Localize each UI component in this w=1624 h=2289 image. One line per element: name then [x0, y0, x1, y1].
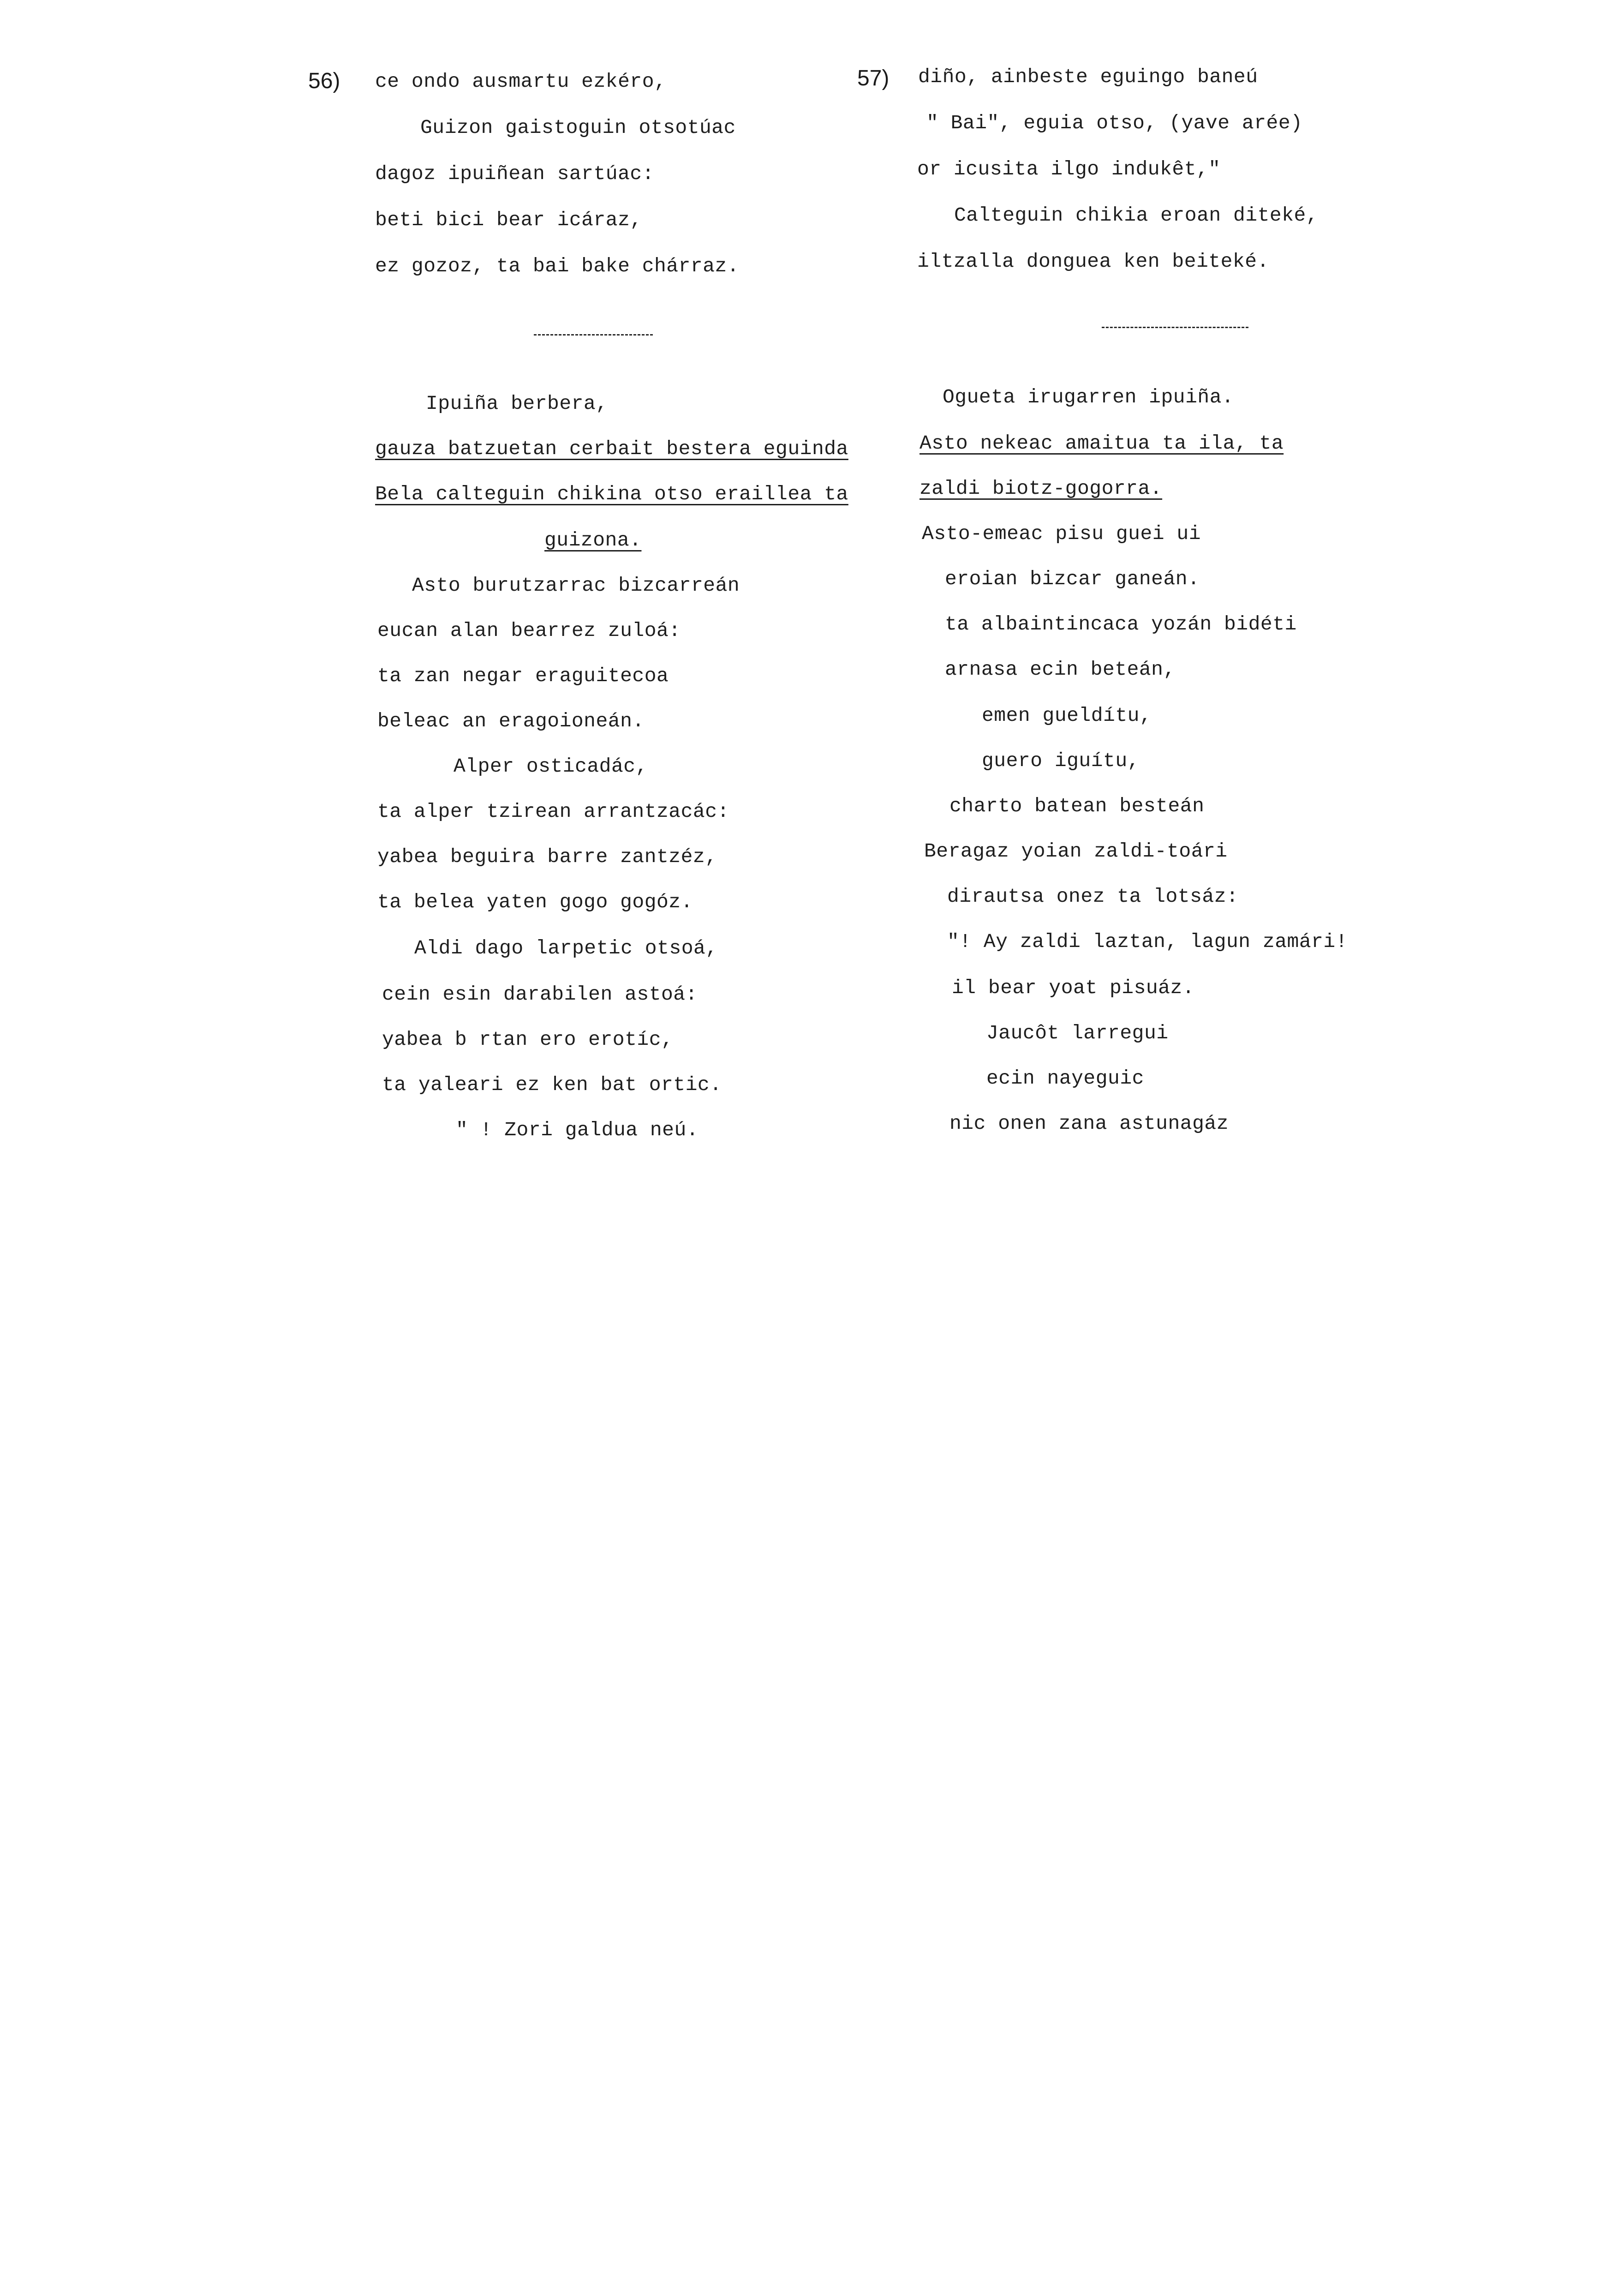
section-subtitle: Bela calteguin chikina otso eraillea ta — [375, 483, 848, 505]
verse-line: yabea b rtan ero erotíc, — [382, 1028, 674, 1051]
page-number-right: 57) — [857, 66, 890, 90]
verse-line: beti bici bear icáraz, — [375, 209, 642, 231]
verse-line: or icusita ilgo indukêt," — [917, 158, 1221, 180]
verse-line: ta zan negar eraguitecoa — [377, 665, 669, 687]
section-divider-left — [534, 334, 653, 336]
section-heading: Ogueta irugarren ipuiña. — [943, 386, 1234, 408]
page-number-left: 56) — [308, 69, 340, 93]
verse-line: nic onen zana astunagáz — [949, 1112, 1229, 1135]
verse-line: ez gozoz, ta bai bake chárraz. — [375, 255, 740, 277]
verse-line: ta belea yaten gogo gogóz. — [377, 891, 693, 913]
verse-line: ta albaintincaca yozán bidéti — [945, 613, 1297, 635]
verse-line: Asto-emeac pisu guei ui — [922, 522, 1201, 545]
verse-line: ecin nayeguic — [986, 1067, 1144, 1090]
verse-line: " Bai", eguia otso, (yave arée) — [926, 112, 1303, 134]
verse-line: Guizon gaistoguin otsotúac — [420, 116, 736, 139]
verse-line: yabea beguira barre zantzéz, — [377, 845, 717, 868]
verse-line: dirautsa onez ta lotsáz: — [947, 885, 1239, 908]
verse-line: Alper osticadác, — [454, 755, 648, 778]
verse-line: Asto burutzarrac bizcarreán — [412, 574, 740, 597]
verse-line: dagoz ipuiñean sartúac: — [375, 162, 654, 185]
section-subtitle: Asto nekeac amaitua ta ila, ta — [919, 432, 1284, 455]
verse-line: guero iguítu, — [982, 749, 1140, 772]
verse-line: emen gueldítu, — [982, 704, 1152, 727]
verse-line: "! Ay zaldi laztan, lagun zamári! — [947, 930, 1348, 953]
verse-line: il bear yoat pisuáz. — [952, 977, 1195, 999]
verse-line: cein esin darabilen astoá: — [382, 983, 698, 1006]
section-subtitle: gauza batzuetan cerbait bestera eguinda — [375, 437, 848, 460]
section-subtitle: guizona. — [544, 529, 642, 551]
verse-line: beleac an eragoioneán. — [377, 710, 645, 732]
verse-line: arnasa ecin beteán, — [945, 658, 1176, 681]
verse-line: ce ondo ausmartu ezkéro, — [375, 70, 667, 93]
verse-line: charto batean besteán — [949, 795, 1205, 817]
verse-line: Beragaz yoian zaldi-toári — [924, 840, 1228, 863]
verse-line: eroian bizcar ganeán. — [945, 568, 1200, 590]
verse-line: diño, ainbeste eguingo baneú — [918, 66, 1258, 88]
verse-line: " ! Zori galdua neú. — [456, 1119, 699, 1141]
section-subtitle: zaldi biotz-gogorra. — [919, 477, 1163, 500]
verse-line: ta yaleari ez ken bat ortic. — [382, 1073, 722, 1096]
section-heading: Ipuiña berbera, — [426, 392, 608, 415]
verse-line: Jaucôt larregui — [986, 1022, 1169, 1044]
verse-line: Calteguin chikia eroan diteké, — [954, 204, 1319, 227]
verse-line: ta alper tzirean arrantzacác: — [377, 800, 729, 823]
verse-line: eucan alan bearrez zuloá: — [377, 619, 681, 642]
verse-line: iltzalla donguea ken beiteké. — [917, 250, 1269, 273]
verse-line: Aldi dago larpetic otsoá, — [414, 937, 718, 959]
section-divider-right — [1102, 327, 1248, 328]
